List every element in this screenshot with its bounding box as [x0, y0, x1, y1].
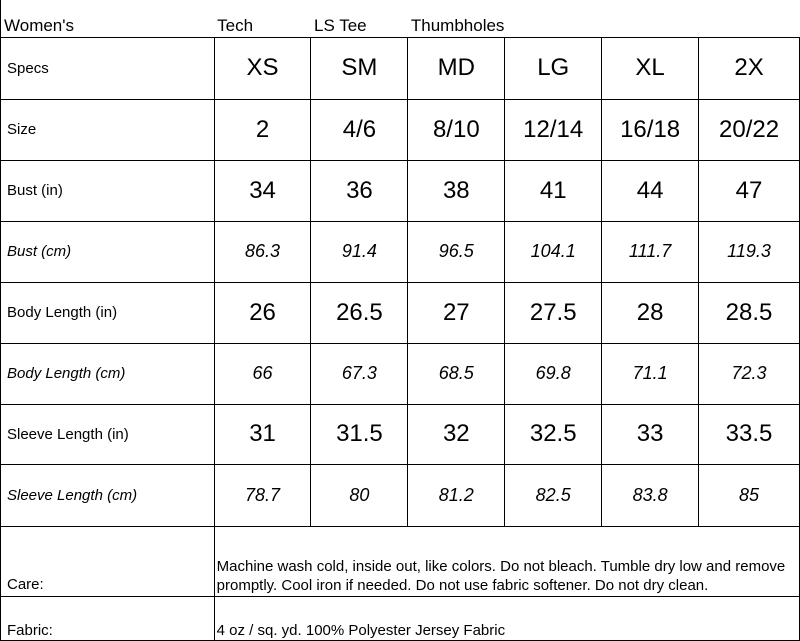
cell-value: 80 — [311, 464, 408, 526]
header-tech: Tech — [217, 15, 254, 35]
row-label: Sleeve Length (cm) — [1, 464, 215, 526]
header-thumbholes: Thumbholes — [410, 15, 505, 35]
spec-row — [1, 221, 800, 282]
cell-value: 8/10 — [408, 99, 505, 160]
cell-value: 119.3 — [699, 221, 800, 282]
cell-value: 20/22 — [699, 99, 800, 160]
cell-value: MD — [408, 37, 505, 99]
cell-value: 78.7 — [214, 464, 311, 526]
row-label: Sleeve Length (in) — [1, 404, 215, 464]
cell-value: 91.4 — [311, 221, 408, 282]
cell-value: 85 — [699, 464, 800, 526]
cell-value: 27.5 — [505, 282, 602, 343]
row-label: Body Length (in) — [1, 282, 215, 343]
cell-value: 32 — [408, 404, 505, 464]
row-label: Bust (in) — [1, 160, 215, 221]
cell-value: 83.8 — [602, 464, 699, 526]
spec-row — [1, 37, 800, 99]
row-label: Size — [1, 99, 215, 160]
header-ls-tee: LS Tee — [313, 15, 367, 35]
cell-value: 33 — [602, 404, 699, 464]
cell-value: 26.5 — [311, 282, 408, 343]
cell-value: 2 — [214, 99, 311, 160]
cell-value: XL — [602, 37, 699, 99]
cell-value: 86.3 — [214, 221, 311, 282]
row-label: Bust (cm) — [1, 221, 215, 282]
row-label: Body Length (cm) — [1, 343, 215, 404]
cell-value: 28 — [602, 282, 699, 343]
spec-row — [1, 99, 800, 160]
cell-value: 16/18 — [602, 99, 699, 160]
spec-row — [1, 404, 800, 464]
fabric-text: 4 oz / sq. yd. 100% Polyester Jersey Fabric — [214, 596, 799, 640]
cell-value: 71.1 — [602, 343, 699, 404]
cell-value: 111.7 — [602, 221, 699, 282]
cell-value: 36 — [311, 160, 408, 221]
care-text: Machine wash cold, inside out, like colors. Do not bleach. Tumble dry low and remove promptly. Cool iron if needed. Do not use fabric softener. Do not dry clean. — [214, 526, 799, 596]
cell-value: 31.5 — [311, 404, 408, 464]
cell-value: 96.5 — [408, 221, 505, 282]
cell-value: 4/6 — [311, 99, 408, 160]
spec-row — [1, 282, 800, 343]
cell-value: 38 — [408, 160, 505, 221]
spec-row — [1, 160, 800, 221]
cell-value: 27 — [408, 282, 505, 343]
fabric-label: Fabric: — [1, 596, 215, 640]
cell-value: 44 — [602, 160, 699, 221]
cell-value: 82.5 — [505, 464, 602, 526]
spec-row — [1, 343, 800, 404]
cell-value: 66 — [214, 343, 311, 404]
cell-value: 2X — [699, 37, 800, 99]
cell-value: 68.5 — [408, 343, 505, 404]
cell-value: 41 — [505, 160, 602, 221]
cell-value: XS — [214, 37, 311, 99]
cell-value: 12/14 — [505, 99, 602, 160]
cell-value: LG — [505, 37, 602, 99]
cell-value: 33.5 — [699, 404, 800, 464]
care-row — [1, 526, 800, 596]
cell-value: 28.5 — [699, 282, 800, 343]
cell-value: 104.1 — [505, 221, 602, 282]
spec-row — [1, 464, 800, 526]
cell-value: SM — [311, 37, 408, 99]
cell-value: 26 — [214, 282, 311, 343]
cell-value: 32.5 — [505, 404, 602, 464]
cell-value: 69.8 — [505, 343, 602, 404]
cell-value: 72.3 — [699, 343, 800, 404]
row-label: Specs — [1, 37, 215, 99]
cell-value: 31 — [214, 404, 311, 464]
care-label: Care: — [1, 526, 215, 596]
header-womens: Women's — [1, 0, 215, 37]
cell-value: 47 — [699, 160, 800, 221]
cell-value: 81.2 — [408, 464, 505, 526]
cell-value: 34 — [214, 160, 311, 221]
cell-value: 67.3 — [311, 343, 408, 404]
fabric-row — [1, 596, 800, 640]
header-row — [1, 0, 800, 37]
spec-rows — [1, 37, 800, 526]
